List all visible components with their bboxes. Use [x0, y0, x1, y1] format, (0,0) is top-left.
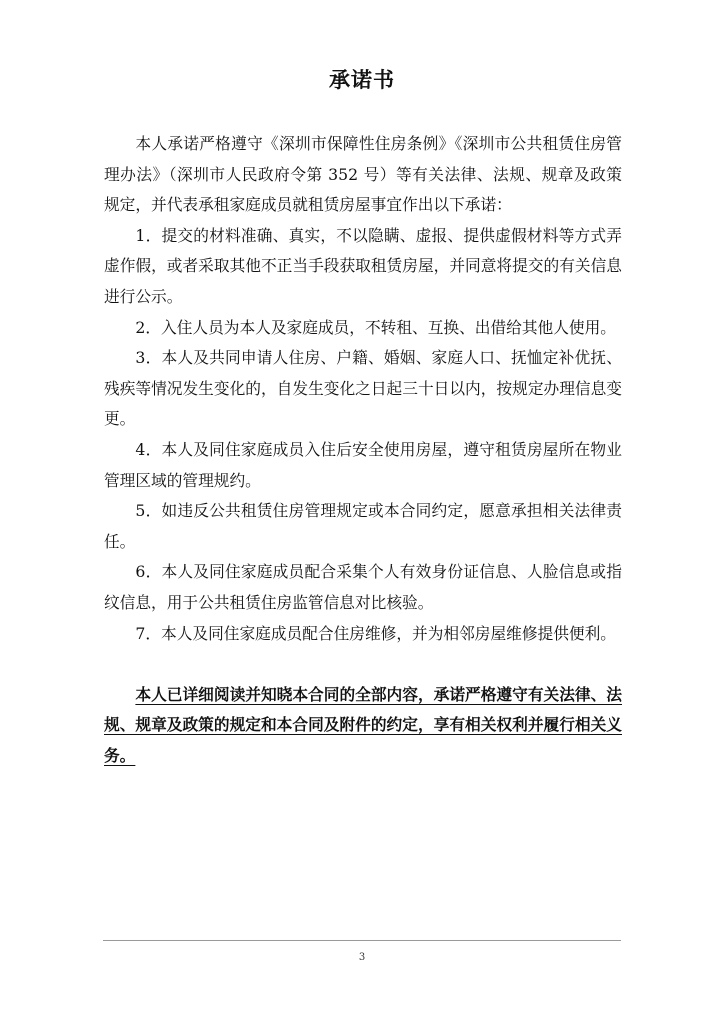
commitment-text: 本人已详细阅读并知晓本合同的全部内容，承诺严格遵守有关法律、法规、规章及政策的规定和本合同及附件的约定，享有相关权利并履行相关义务。 — [104, 684, 622, 765]
promise-item-4: 4．本人及同住家庭成员入住后安全使用房屋，遵守租赁房屋所在物业管理区域的管理规约。 — [104, 439, 622, 490]
promise-item-2: 2．入住人员为本人及家庭成员，不转租、互换、出借给其他人使用。 — [135, 317, 616, 337]
promise-item-7: 7．本人及同住家庭成员配合住房维修，并为相邻房屋维修提供便利。 — [135, 623, 616, 643]
intro-paragraph: 本人承诺严格遵守《深圳市保障性住房条例》《深圳市公共租赁住房管理办法》（深圳市人民政府令第 352 号）等有关法律、法规、规章及政策规定，并代表承租家庭成员就租赁房屋事宜作出以下承诺： — [104, 134, 622, 215]
document-body — [104, 129, 622, 771]
promise-item-5: 5．如违反公共租赁住房管理规定或本合同约定，愿意承担相关法律责任。 — [104, 501, 622, 551]
footer-divider — [103, 940, 621, 941]
page-number: 3 — [358, 952, 366, 963]
commitment-paragraph — [104, 680, 622, 772]
document-title: 承诺书 — [329, 68, 395, 92]
promise-item-3: 3．本人及共同申请人住房、户籍、婚姻、家庭人口、抚恤定补优抚、残疾等情况发生变化的，自发生变化之日起三十日以内，按规定办理信息变更。 — [104, 348, 622, 429]
promise-item-1: 1．提交的材料准确、真实，不以隐瞒、虚报、提供虚假材料等方式弄虚作假，或者采取其他不正当手段获取租赁房屋，并同意将提交的有关信息进行公示。 — [104, 225, 622, 306]
promise-item-6: 6．本人及同住家庭成员配合采集个人有效身份证信息、人脸信息或指纹信息，用于公共租赁住房监管信息对比核验。 — [104, 562, 622, 612]
paragraph-spacer — [104, 649, 622, 680]
